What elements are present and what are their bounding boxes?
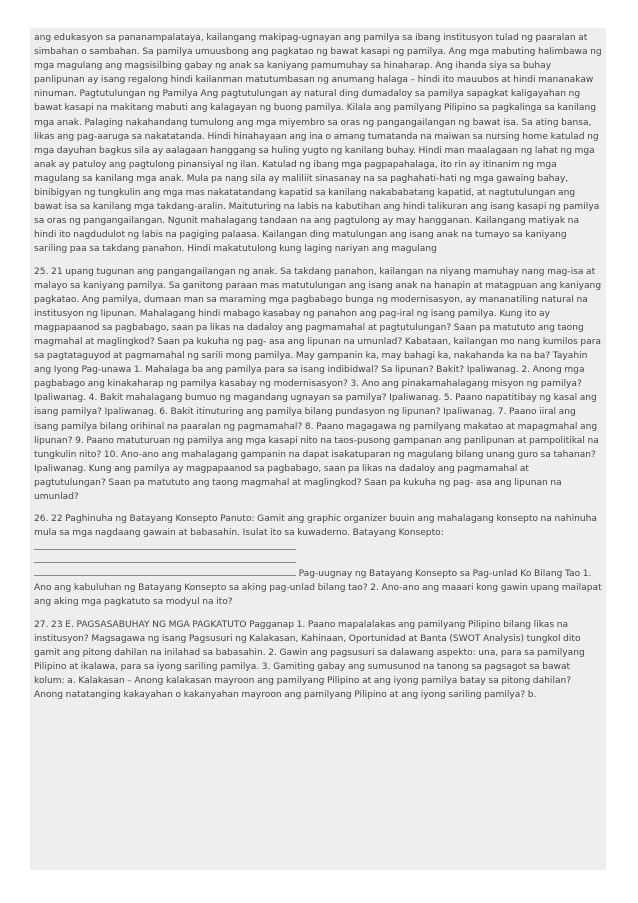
answer-blank-line-3 xyxy=(34,566,296,576)
paragraph-3-continuation: Pag-uugnay ng Batayang Konsepto sa Pag-unlad Ko Bilang Tao 1. Ano ang kabuluhan ng Batayang Konsepto sa aking pag-unlad bilang tao? 2. Ano-ano ang maaari kong gawin upang mailapat ang aking mga pagkatuto sa modyul na ito? xyxy=(34,569,602,608)
answer-blank-line-1 xyxy=(34,540,296,550)
answer-blank-line-2 xyxy=(34,553,296,563)
paragraph-3 xyxy=(34,512,602,609)
paragraph-4: 27. 23 E. PAGSASABUHAY NG MGA PAGKATUTO Pagganap 1. Paano mapalalakas ang pamilyang Pilipino bilang likas na institusyon? Magsagawa ng isang Pagsusuri ng Kalakasan, Kahinaan, Oportunidad at Banta (SWOT Analysis) tungkol dito gamit ang pitong dahilan na inilahad sa babasahin. 2. Gawin ang pagsusuri sa dalawang aspekto: una, para sa pamilyang Pilipino at ikalawa, para sa iyong sariling pamilya. 3. Gamiting gabay ang sumusunod na tanong sa pagsagot sa bawat kolum: a. Kalakasan – Anong kalakasan mayroon ang pamilyang Pilipino at ang iyong pamilya batay sa pitong dahilan? Anong natatanging kakayahan o kakanyahan mayroon ang pamilyang Pilipino at ang iyong sariling pamilya? b. xyxy=(34,619,585,701)
paragraph-2: 25. 21 upang tugunan ang pangangailangan ng anak. Sa takdang panahon, kailangan na niyang mamuhay nang mag-isa at malayo sa kaniyang pamilya. Sa ganitong paraan mas matutulungan ang isang anak na hanapin at matagpuan ang kaniyang pagkatao. Ang pamilya, dumaan man sa maraming mga pagbabago bunga ng modernisasyon, ay mananatiling natural na institusyon ng lipunan. Mahalagang hindi mabago kasabay ng panahon ang pag-iral ng isang pamilya. Kung ito ay magpapaanod sa pagbabago, saan pa likas na dadaloy ang pagmamahal at pagtutulungan? Saan pa matututo ang taong magmahal at maglingkod? Saan pa kukuha ng pag- asa ang lipunan na umunlad? Kabataan, kailangan mo nang kumilos para sa pagtataguyod at pagmamahal ng sarili mong pamilya. May gampanin ka, may bahagi ka, nakahanda ka na ba? Tayahin ang Iyong Pag-unawa 1. Mahalaga ba ang pamilya para sa isang indibidwal? Sa lipunan? Bakit? Ipaliwanag. 2. Anong mga pagbabago ang kinakaharap ng pamilya kasabay ng modernisasyon? 3. Ano ang pinakamahalagang misyon ng pamilya? Ipaliwanag. 4. Bakit mahalagang bumuo ng magandang ugnayan sa pamilya? Ipaliwanag. 5. Paano napatitibay ng kasal ang isang pamilya? Ipaliwanag. 6. Bakit itinuturing ang pamilya bilang pundasyon ng lipunan? Ipaliwanag. 7. Paano iiral ang isang pamilya bilang orihinal na paaralan ng pagmamahal? 8. Paano magagawa ng pamilyang makatao at mapagmahal ang lipunan? 9. Paano matuturuan ng pamilya ang mga kasapi nito na taos-pusong gampanan ang panlipunan at pampolitikal na tungkulin nito? 10. Ano-ano ang mahalagang gampanin na dapat isakatuparan ng magulang bilang unang guro sa tahanan? Ipaliwanag. Kung ang pamilya ay magpapaanod sa pagbabago, saan pa likas na dadaloy ang pagmamahal at pagtutulungan? Saan pa matututo ang taong magmahal at maglingkod? Saan pa kukuha ng pag- asa ang lipunan na umunlad? xyxy=(34,266,602,502)
paragraph-3-text: 26. 22 Paghinuha ng Batayang Konsepto Panuto: Gamit ang graphic organizer buuin ang mahalagang konsepto na nahinuha mula sa mga nagdaang gawain at babasahin. Isulat ito sa kuwaderno. Batayang Konsepto: xyxy=(34,514,597,539)
document-content xyxy=(30,28,606,702)
paragraph-1: ang edukasyon sa pananampalataya, kailangang makipag-ugnayan ang pamilya sa ibang institusyon tulad ng paaralan at simbahan o sambahan. Sa pamilya umuusbong ang pagkatao ng bawat kasapi ng pamilya. Ang mga mabuting halimbawa ng mga magulang ang magsisilbing gabay ng anak sa kaniyang pamumuhay sa hinaharap. Ang ihanda siya sa buhay panlipunan ay isang regalong hindi kailanman matutumbasan ng anumang halaga – hindi ito mauubos at hindi mananakaw ninuman. Pagtutulungan ng Pamilya Ang pagtutulungan ay natural ding dumadaloy sa pamilya sapagkat kaligayahan ng bawat kasapi na makitang mabuti ang kalagayan ng buong pamilya. Kilala ang pamilyang Pilipino sa pagkalinga sa kanilang mga anak. Palaging nakahandang tumulong ang mga miyembro sa oras ng pangangailangan ng bawat isa. Sa ating bansa, likas ang pag-aaruga sa nakatatanda. Hindi hinahayaan ang ina o amang tumatanda na maiwan sa nursing home katulad ng mga dayuhan bagkus sila ay aalagaan hanggang sa huling yugto ng kanilang buhay. Hindi man maalagaan ng lahat ng mga anak ay patuloy ang pagtulong pinansiyal ng ilan. Katulad ng ibang mga pagpapahalaga, ito rin ay itinanim ng mga magulang sa kanilang mga anak. Mula pa nang sila ay maliliit sinasanay na sa paghahati-hati ng mga gawaing bahay, binibigyan ng tungkulin ang mga mas nakatatandang kapatid sa kanilang nakababatang kapatid, at nagtutulungan ang bawat isa sa kanilang mga takdang-aralin. Maituturing na labis na kabutihan ang hindi talikuran ang isang kasapi ng pamilya sa oras ng pangangailangan. Ngunit mahalagang tandaan na ang pagtulong ay may hangganan. Kailangang matiyak na hindi ito nagdudulot ng labis na pagiging palaasa. Kailangan ding matulungan ang isang anak na tumayo sa kaniyang sariling paa sa takdang panahon. Hindi makatutulong kung laging nariyan ang magulang xyxy=(34,33,602,255)
document-page xyxy=(30,28,606,870)
